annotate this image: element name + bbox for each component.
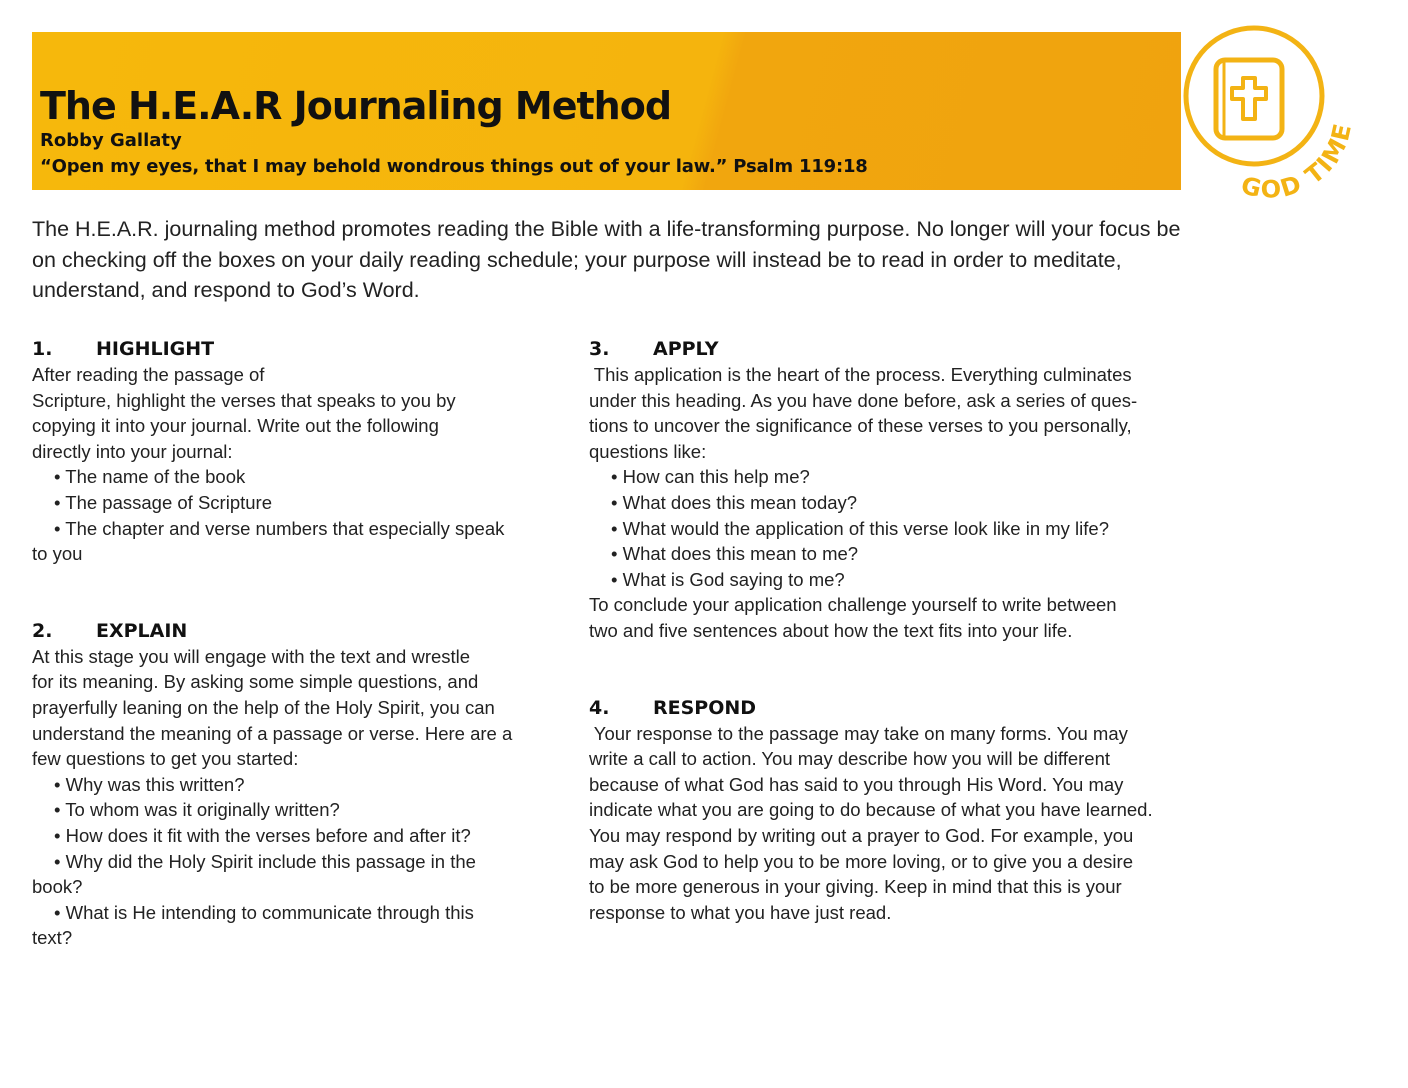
body-line: This application is the heart of the process. Everything culminates [589,364,1132,385]
bullet-item: • The passage of Scripture [54,491,272,513]
scripture-quote: “Open my eyes, that I may behold wondrous things out of your law.” Psalm 119:18 [40,156,868,177]
body-line: few questions to get you started: [32,748,299,770]
body-line: text? [32,927,73,949]
section-number: 2. [32,619,53,642]
bullet-item: • What does this mean today? [611,491,858,513]
god-time-logo [1180,22,1360,202]
intro-paragraph: The H.E.A.R. journaling method promotes reading the Bible with a life-transforming purpose. No longer will your focus be on checking off the boxes on your daily reading schedule; your purpose will instead be to read in order to meditate, understand, and respond to God’s Word. [32,217,1181,302]
bullet-item: • How does it fit with the verses before and after it? [54,824,471,846]
body-line: To conclude your application challenge yourself to write between [589,594,1117,616]
section-heading [589,336,1189,362]
section-number: 4. [589,696,610,719]
body-line: tions to uncover the significance of these verses to you personally, [589,415,1132,437]
bullet-item: • Why did the Holy Spirit include this passage in the [54,850,476,872]
section-respond [589,695,1189,926]
right-column [589,336,1189,925]
bullet-item: • What is He intending to communicate through this [54,901,474,923]
section-heading [589,695,1189,721]
body-line: to be more generous in your giving. Keep in mind that this is your [589,876,1122,898]
body-line: prayerfully leaning on the help of the Holy Spirit, you can [32,696,495,718]
author-name: Robby Gallaty [40,130,182,151]
section-number: 1. [32,338,53,360]
bullet-item: • The name of the book [54,466,246,488]
body-line: Scripture, highlight the verses that speaks to you by [32,389,456,411]
body-line: because of what God has said to you through His Word. You may [589,773,1124,795]
svg-text:GOD TIME [1238,120,1357,202]
section-number: 3. [589,338,610,360]
body-line: At this stage you will engage with the text and wrestle [32,645,471,667]
body-line: directly into your journal: [32,440,233,462]
bullet-item: • The chapter and verse numbers that especially speak [54,517,505,539]
body-line: under this heading. As you have done before, ask a series of ques- [589,389,1138,411]
section-title: APPLY [653,338,719,360]
body-line: You may respond by writing out a prayer to God. For example, you [589,824,1134,846]
body-line: questions like: [589,440,707,462]
body-line: copying it into your journal. Write out the following [32,415,439,437]
bible-cross-icon [1216,60,1282,138]
body-line: book? [32,876,83,898]
bullet-item: • How can this help me? [611,466,810,488]
body-line: response to what you have just read. [589,901,892,923]
body-line: for its meaning. By asking some simple questions, and [32,671,479,693]
bullet-item: • What would the application of this verse look like in my life? [611,517,1109,539]
body-line: two and five sentences about how the text fits into your life. [589,619,1073,641]
logo-text: GOD TIME [1238,119,1358,202]
section-title: EXPLAIN [96,619,188,642]
left-column [32,336,552,951]
body-line: understand the meaning of a passage or verse. Here are a [32,722,513,744]
bullet-item: • To whom was it originally written? [54,799,340,821]
section-explain [32,618,552,951]
section-title: RESPOND [653,696,757,719]
section-heading [32,336,552,362]
section-highlight [32,336,552,567]
body-line: to you [32,543,83,565]
bullet-item: • Why was this written? [54,773,245,795]
body-line: Your response to the passage may take on many forms. You may [589,722,1128,744]
page-title: The H.E.A.R Journaling Method [40,84,672,128]
bullet-item: • What does this mean to me? [611,543,859,565]
body-line: After reading the passage of [32,364,265,385]
section-apply [589,336,1189,644]
section-heading [32,618,552,644]
header-banner [32,32,1181,190]
body-line: indicate what you are going to do because of what you have learned. [589,799,1153,821]
section-title: HIGHLIGHT [96,338,215,360]
body-line: may ask God to help you to be more loving, or to give you a desire [589,850,1133,872]
body-line: write a call to action. You may describe how you will be different [589,748,1111,770]
bullet-item: • What is God saying to me? [611,568,845,590]
